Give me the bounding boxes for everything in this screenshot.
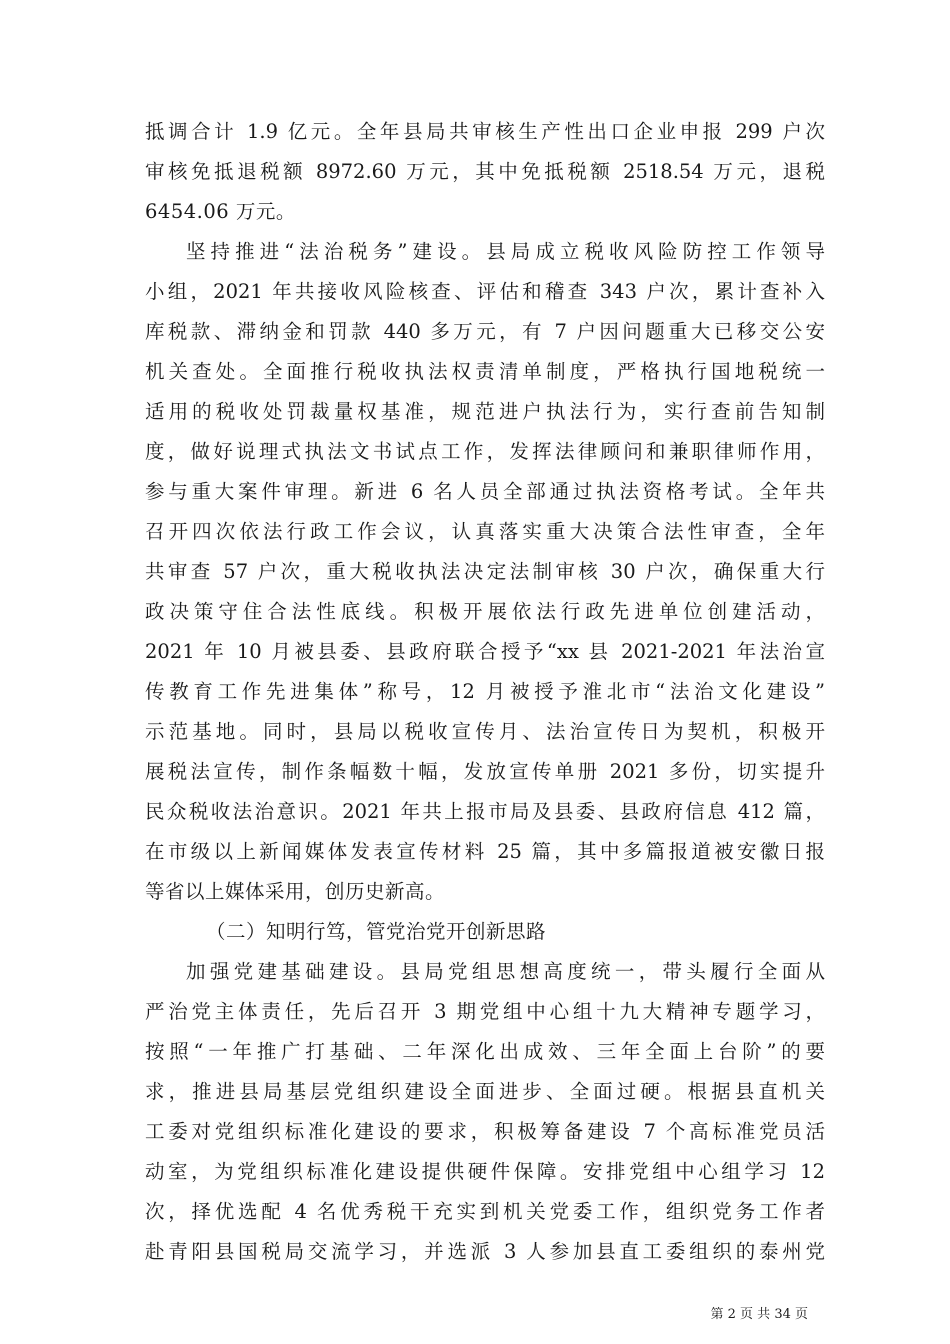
paragraph-first-line: 加强党建基础建设。县局党组思想高度统一，带头履行全面从	[186, 960, 825, 983]
text-line: 6454.06 万元。	[145, 200, 296, 223]
page-number: 第 2 页 共 34 页	[710, 1307, 808, 1322]
text-line: 严治党主体责任，先后召开 3 期党组中心组十九大精神专题学习，	[145, 1000, 825, 1023]
text-line: 次，择优选配 4 名优秀税干充实到机关党委工作，组织党务工作者	[145, 1200, 825, 1223]
text-line: 机关查处。全面推行税收执法权责清单制度，严格执行国地税统一	[145, 360, 825, 383]
text-line: 赴青阳县国税局交流学习，并选派 3 人参加县直工委组织的泰州党	[145, 1240, 825, 1263]
text-line: 度，做好说理式执法文书试点工作，发挥法律顾问和兼职律师作用，	[145, 440, 825, 463]
text-line: 按照“一年推广打基础、二年深化出成效、三年全面上台阶”的要	[145, 1040, 825, 1063]
text-line: 工委对党组织标准化建设的要求，积极筹备建设 7 个高标准党员活	[145, 1120, 825, 1143]
text-line: 抵调合计 1.9 亿元。全年县局共审核生产性出口企业申报 299 户次	[145, 120, 825, 143]
text-line: 召开四次依法行政工作会议，认真落实重大决策合法性审查，全年	[145, 520, 825, 543]
paragraph-first-line: 坚持推进“法治税务”建设。县局成立税收风险防控工作领导	[186, 240, 825, 263]
text-line: 在市级以上新闻媒体发表宣传材料 25 篇，其中多篇报道被安徽日报	[145, 840, 825, 863]
text-line: 等省以上媒体采用，创历史新高。	[145, 880, 446, 903]
text-line: 动室，为党组织标准化建设提供硬件保障。安排党组中心组学习 12	[145, 1160, 825, 1183]
text-line: 小组，2021 年共接收风险核查、评估和稽查 343 户次，累计查补入	[145, 280, 825, 303]
text-line: 审核免抵退税额 8972.60 万元，其中免抵税额 2518.54 万元，退税	[145, 160, 825, 183]
section-heading: （二）知明行笃，管党治党开创新思路	[206, 920, 547, 943]
text-line: 库税款、滞纳金和罚款 440 多万元，有 7 户因问题重大已移交公安	[145, 320, 825, 343]
text-line: 共审查 57 户次，重大税收执法决定法制审核 30 户次，确保重大行	[145, 560, 825, 583]
text-line: 传教育工作先进集体”称号，12 月被授予淮北市“法治文化建设”	[145, 680, 825, 703]
text-line: 参与重大案件审理。新进 6 名人员全部通过执法资格考试。全年共	[145, 480, 825, 503]
text-line: 示范基地。同时，县局以税收宣传月、法治宣传日为契机，积极开	[145, 720, 825, 743]
text-line: 民众税收法治意识。2021 年共上报市局及县委、县政府信息 412 篇，	[145, 800, 825, 823]
text-line: 适用的税收处罚裁量权基准，规范进户执法行为，实行查前告知制	[145, 400, 825, 423]
text-line: 求，推进县局基层党组织建设全面进步、全面过硬。根据县直机关	[145, 1080, 825, 1103]
text-line: 展税法宣传，制作条幅数十幅，发放宣传单册 2021 多份，切实提升	[145, 760, 825, 783]
text-line: 2021 年 10 月被县委、县政府联合授予“xx 县 2021-2021 年法治宣	[145, 640, 825, 663]
text-line: 政决策守住合法性底线。积极开展依法行政先进单位创建活动，	[145, 600, 825, 623]
